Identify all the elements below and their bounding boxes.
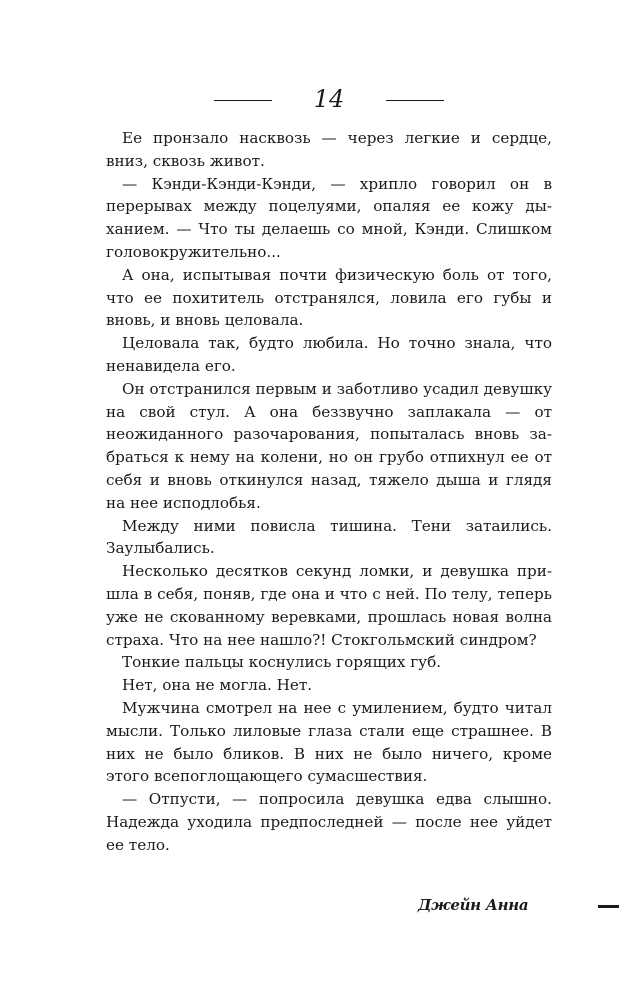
paragraph: Мужчина смотрел на нее с умилением, будто читал мысли. Только лиловые глаза стали еще страшнее. В них не было бликов. В них не было ничего, кроме этого всепоглощающего сумасшествия. xyxy=(106,698,552,786)
paragraph: Тонкие пальцы коснулись горящих губ. xyxy=(122,653,442,672)
paragraph: Между ними повисла тишина. Тени затаились. Заулыбались. xyxy=(106,516,552,558)
header-rule-right xyxy=(386,100,444,101)
paragraph: А она, испытывая почти физическую боль от того, что ее похититель отстранялся, ловила его губы и вновь, и вновь целовала. xyxy=(106,265,552,330)
page-header xyxy=(0,84,619,116)
footer-author: Джейн Анна xyxy=(418,896,529,914)
header-rule-left xyxy=(214,100,272,101)
paragraph: Ее пронзало насквозь — через легкие и сердце, вниз, сквозь живот. xyxy=(106,129,552,170)
body-text xyxy=(106,127,552,857)
footer-edge-mark xyxy=(598,905,619,908)
page-number: 14 xyxy=(313,85,345,113)
paragraph: Нет, она не могла. Нет. xyxy=(122,676,313,695)
paragraph: Он отстранился первым и заботливо усадил девушку на свой стул. А она беззвучно заплакала — от неожиданного разочарования, попыталась вновь забраться к нему на колени, но он грубо отпихнул ее от себя и вновь откинулся назад, тяжело дыша и глядя на нее исподлобья. xyxy=(106,379,552,512)
paragraph: — Кэнди-Кэнди-Кэнди, — хрипло говорил он в перерывах между поцелуями, опаляя ее кожу дыханием. — Что ты делаешь со мной, Кэнди. Слишком головокружительно... xyxy=(106,174,552,261)
paragraph: — Отпусти, — попросила девушка едва слышно. Надежда уходила предпоследней — после нее уйдет ее тело. xyxy=(106,790,552,854)
paragraph: Целовала так, будто любила. Но точно знала, что ненавидела его. xyxy=(106,334,552,375)
paragraph: Несколько десятков секунд ломки, и девушка пришла в себя, поняв, где она и что с ней. По телу, теперь уже не скованному веревками, прошлась новая волна страха. Что на нее нашло?! Стокгольмский синдром? xyxy=(106,562,552,649)
